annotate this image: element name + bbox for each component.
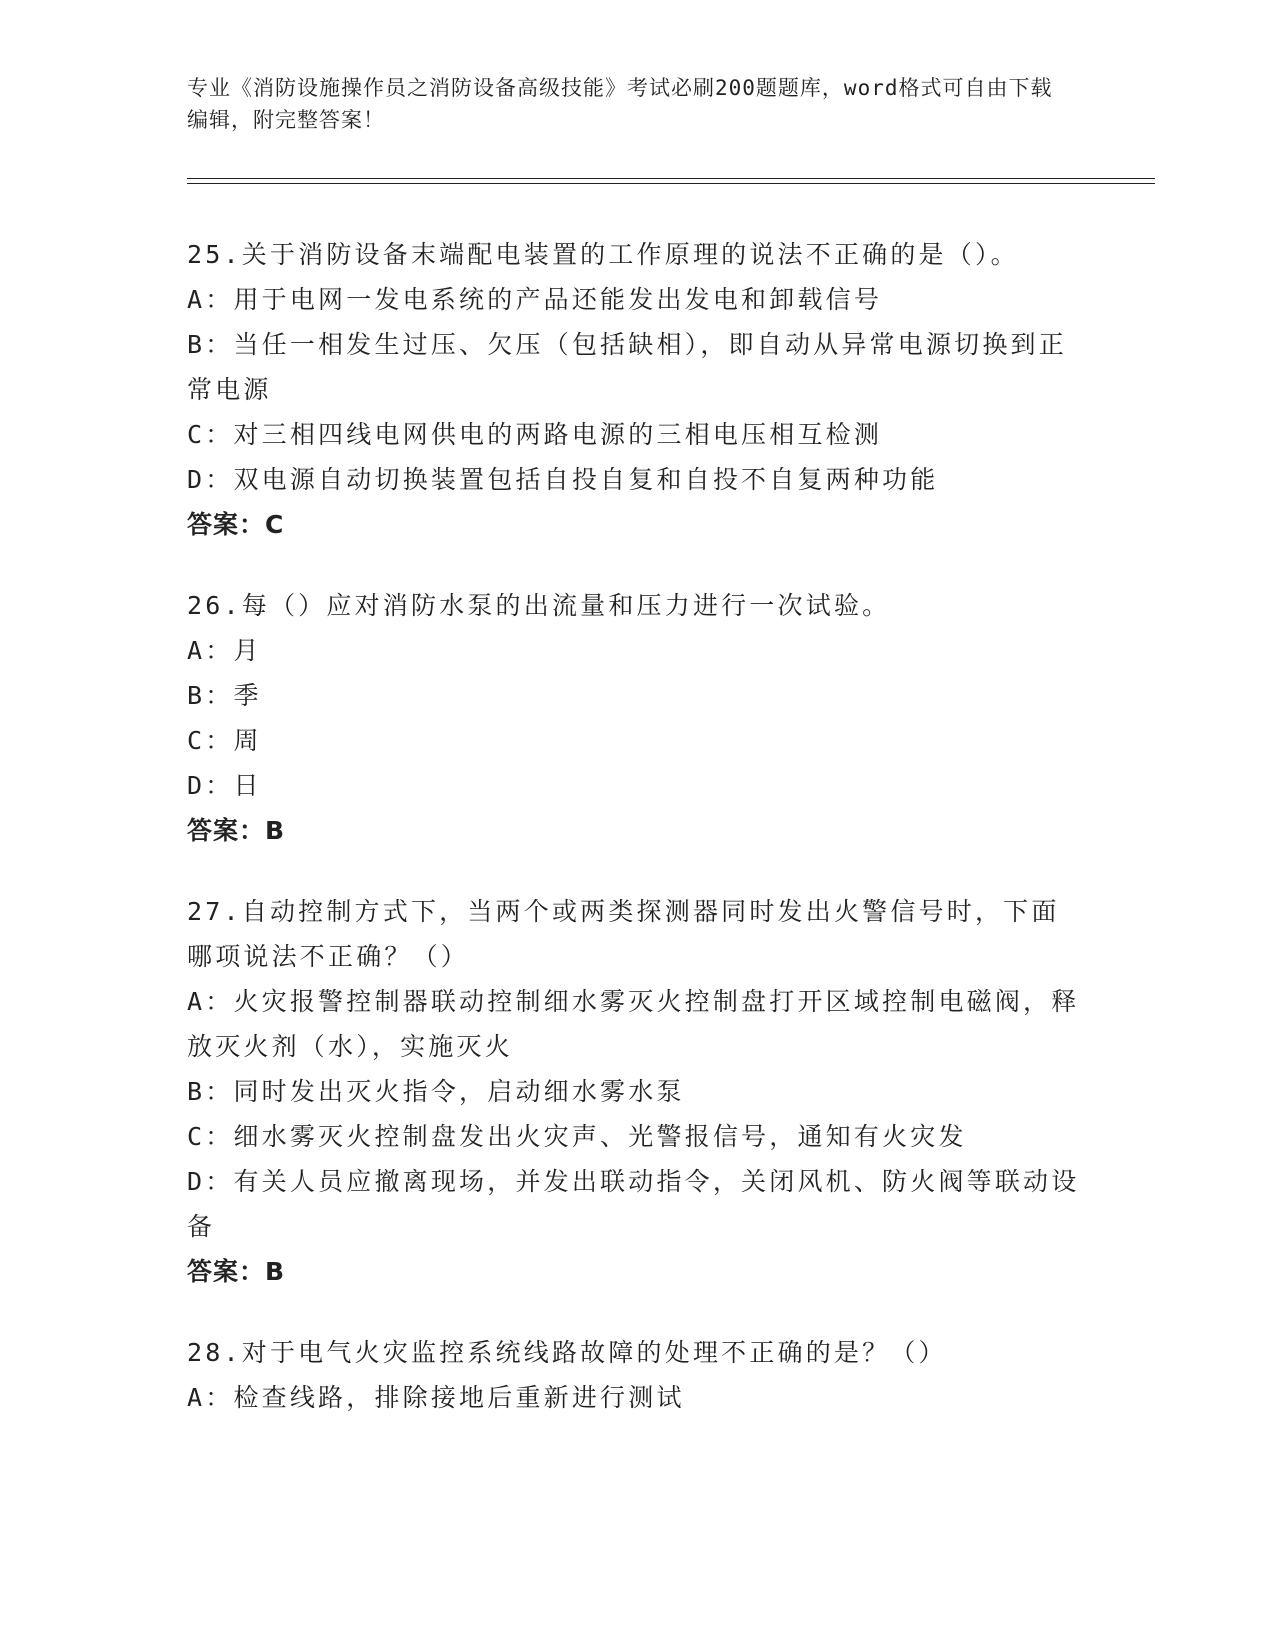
option-b: B：季 [187, 681, 262, 710]
option-c: C：周 [187, 726, 262, 755]
question-stem: 26.每（）应对消防水泵的出流量和压力进行一次试验。 [187, 591, 891, 620]
answer-label: 答案：B [187, 816, 286, 845]
header-divider-bottom [187, 183, 1155, 184]
question-list [187, 232, 1087, 1455]
answer-label: 答案：C [187, 510, 285, 539]
option-d: D：双电源自动切换装置包括自投自复和自投不自复两种功能 [187, 465, 939, 494]
option-c: C：对三相四线电网供电的两路电源的三相电压相互检测 [187, 420, 883, 449]
question-26 [187, 583, 1087, 854]
option-d: D：日 [187, 771, 262, 800]
option-d: D：有关人员应撤离现场，并发出联动指令，关闭风机、防火阀等联动设备 [187, 1167, 1080, 1241]
header-divider-top [187, 178, 1155, 179]
option-a: A：月 [187, 636, 262, 665]
question-stem: 28.对于电气火灾监控系统线路故障的处理不正确的是？（） [187, 1338, 947, 1367]
document-header: 专业《消防设施操作员之消防设备高级技能》考试必刷200题题库，word格式可自由下载编辑，附完整答案！ [187, 76, 1053, 132]
option-a: A：火灾报警控制器联动控制细水雾灭火控制盘打开区域控制电磁阀，释放灭火剂（水），实施灭火 [187, 987, 1080, 1061]
option-c: C：细水雾灭火控制盘发出火灾声、光警报信号，通知有火灾发 [187, 1122, 967, 1151]
option-a: A：用于电网一发电系统的产品还能发出发电和卸载信号 [187, 285, 883, 314]
option-b: B：当任一相发生过压、欠压（包括缺相），即自动从异常电源切换到正常电源 [187, 330, 1067, 404]
question-stem: 27.自动控制方式下，当两个或两类探测器同时发出火警信号时，下面哪项说法不正确？（） [187, 897, 1060, 971]
option-a: A：检查线路，排除接地后重新进行测试 [187, 1383, 685, 1412]
question-stem: 25.关于消防设备末端配电装置的工作原理的说法不正确的是（）。 [187, 240, 1019, 269]
question-25 [187, 232, 1087, 548]
question-28 [187, 1330, 1087, 1420]
question-27 [187, 889, 1087, 1295]
option-b: B：同时发出灭火指令，启动细水雾水泵 [187, 1077, 685, 1106]
answer-label: 答案：B [187, 1257, 286, 1286]
